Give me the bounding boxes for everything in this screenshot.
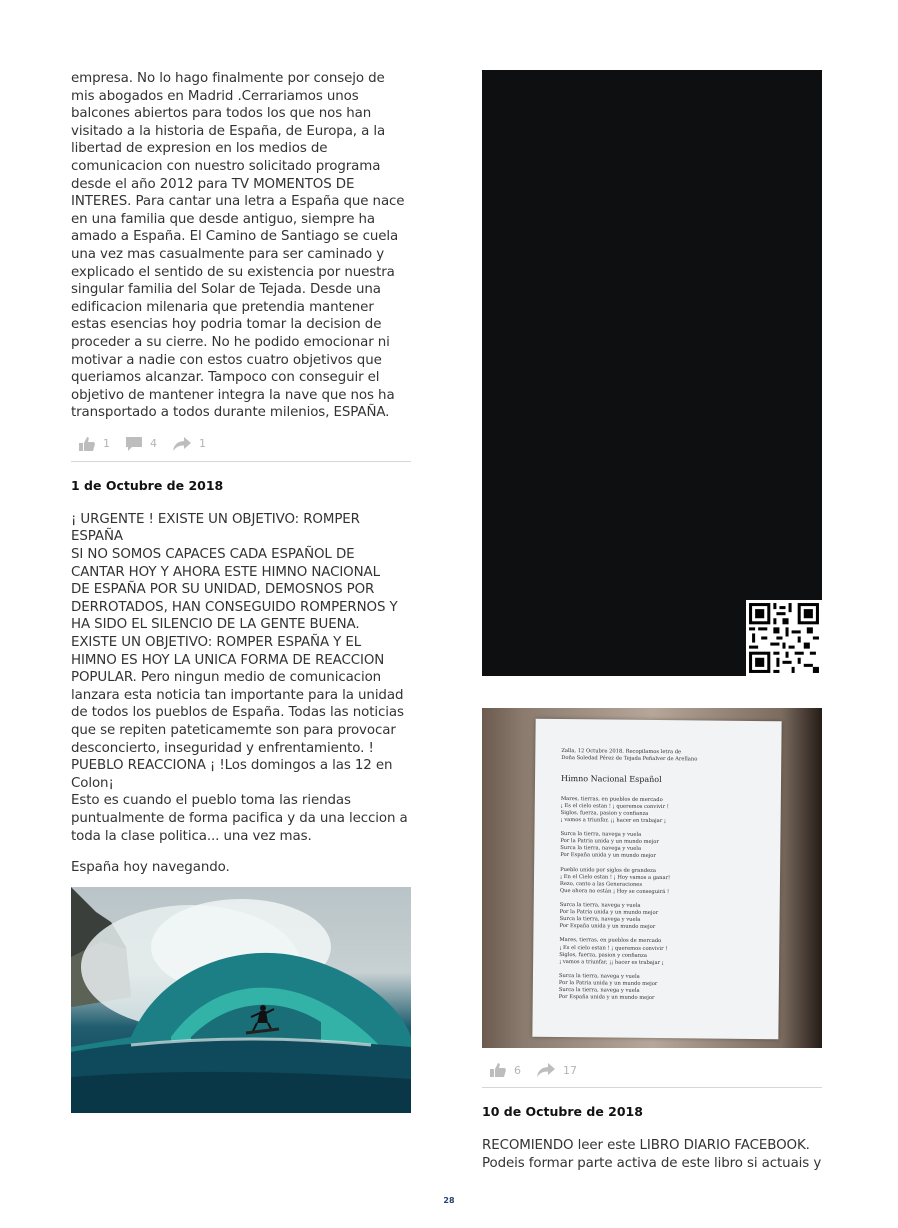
share-count: 1 <box>199 437 206 451</box>
share-arrow-icon <box>537 1063 555 1077</box>
surf-illustration <box>71 887 411 1113</box>
like-count: 1 <box>103 437 110 451</box>
post-body: empresa. No lo hago finalmente por consejo de mis abogados en Madrid .Cerrariamos unos balcones abiertos para todos los que nos han visitado a la historia de España, de Europa, a la libertad de expresion en los medios de comunicacion con nuestro solicitado programa desde el año 2012 para TV MOMENTOS DE INTERES. Para cantar una letra a España que nace en una familia que desde antiguo, siempre ha amado a España. El Camino de Santiago se cuela una vez mas casualmente para ser caminado y explicado el sentido de su existencia por nuestra singular familia del Solar de Tejada. Desde una edificacion milenaria que pretendia mantener estas esencias hoy podria tomar la decision de proceder a su cierre. No he podido emocionar ni motivar a nadie con estos cuatro objetivos que queriamos alcanzar. Tampoco con conseguir el objetivo de mantener integra la nave que nos ha transportado a todos durante milenios, ESPAÑA. <box>71 71 405 421</box>
post-date: 10 de Octubre de 2018 <box>482 1104 643 1119</box>
thumbs-up-icon <box>79 437 95 451</box>
share-stat[interactable] <box>173 437 206 451</box>
anthem-sheet-photo <box>482 708 822 1048</box>
thumbs-up-icon <box>490 1063 506 1077</box>
comment-stat[interactable] <box>126 437 157 451</box>
qr-code-icon <box>746 600 822 676</box>
post-body: RECOMIENDO leer este LIBRO DIARIO FACEBOOK. Podeis formar parte activa de este libro si actuais y <box>482 1138 822 1171</box>
qr-code <box>746 600 822 676</box>
like-stat[interactable] <box>490 1063 521 1077</box>
sheet-text <box>559 741 762 1010</box>
surf-photo <box>71 887 411 1113</box>
sheet-lyrics: Mares, tierras, en pueblos de mercado ¡ Es el cielo estan ! ¡ queremos convivir ! Siglos, fuerza, pasion y confianza ¡ vamos a triunfar, ¡¡ hacer en trabajar ¡ Surca la tierra, navega y vuela Por la Patria unida y un mundo mejor Surca la tierra, navega y vuela Por España unida y un mundo mejor Pueblo unido por siglos de grandeza ¡ En el Cielo estan ! ¡ Hoy vamos a ganar! Rezo, canto a las Generaciones Que ahora no están ¡ Hoy se conseguirá ! Surca la tierra, navega y vuela Por la Patria unida y un mundo mejor Surca la tierra, navega y vuela Por España unida y un mundo mejor Mares, tierras, en pueblos de mercado ¡ Es el cielo estan ! ¡ queremos convivir ! Siglos, fuerza, pasion y confianza ¡ vamos a triunfar, ¡¡ hacer es trabajar ¡ Surca la tierra, navega y vuela Por la Patria unida y un mundo mejor Surca la tierra, navega y vuela Por España unida y un mundo mejor <box>558 795 671 1002</box>
share-arrow-icon <box>173 437 191 451</box>
post-stats <box>71 432 411 456</box>
share-count: 17 <box>563 1063 577 1077</box>
comment-count: 4 <box>150 437 157 451</box>
divider <box>71 461 411 462</box>
sheet-title: Himno Nacional Español <box>560 774 662 785</box>
post-body: España hoy navegando. <box>71 860 230 876</box>
share-stat[interactable] <box>537 1063 577 1077</box>
page-number: 28 <box>443 1196 455 1205</box>
post-date: 1 de Octubre de 2018 <box>71 477 224 493</box>
like-count: 6 <box>514 1063 521 1077</box>
comment-icon <box>126 437 142 451</box>
like-stat[interactable] <box>79 437 110 451</box>
post-body: ¡ URGENTE ! EXISTE UN OBJETIVO: ROMPER ESPAÑA SI NO SOMOS CAPACES CADA ESPAÑOL DE CANTAR HOY Y AHORA ESTE HIMNO NACIONAL DE ESPAÑA POR SU UNIDAD, DEMOSNOS POR DERROTADOS, HAN CONSEGUIDO ROMPERNOS Y HA SIDO EL SILENCIO DE LA GENTE BUENA. EXISTE UN OBJETIVO: ROMPER ESPAÑA Y EL HIMNO ES HOY LA UNICA FORMA DE REACCION POPULAR. Pero ningun medio de comunicacion lanzara esta noticia tan importante para la unidad de todos los pueblos de España. Todas las noticias que se repiten pateticamemte son para provocar desconcierto, inseguridad y enfrentamiento. ! PUEBLO REACCIONA ¡ !Los domingos a las 12 en Colon¡ Esto es cuando el pueblo toma las riendas puntualmente de forma pacifica y da una leccion a toda la clase politica... una vez mas. <box>71 511 408 844</box>
divider <box>482 1087 822 1088</box>
dark-photo <box>482 70 822 676</box>
right-column <box>482 70 822 1172</box>
paper-sheet <box>532 719 781 1040</box>
post-stats <box>482 1058 822 1082</box>
sheet-header: Zalla, 12 Octubre 2018. Recopilamos letra de Doña Soledad Pérez de Tejada Peñalver de Arellano <box>561 748 698 763</box>
left-column <box>71 70 411 1113</box>
